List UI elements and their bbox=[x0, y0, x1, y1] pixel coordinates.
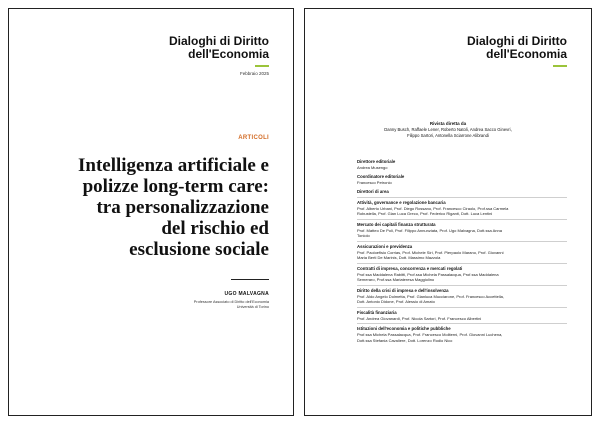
directors-line: Danny Busch, Raffaele Lener, Roberto Natoli, Andrea Sacco Ginevri, bbox=[384, 127, 512, 132]
directors-line: Filippo Sartori, Antonella Sciarrone Alibrandi bbox=[407, 133, 489, 138]
editorial-director-label: Direttore editoriale bbox=[357, 159, 396, 164]
area-members: Dott.ssa Stefania Cavaliere, Dott. Lorenzo Rodio Nico bbox=[357, 337, 453, 343]
area-members: Prof. Andrea Giovanardi, Prof. Nicola Sartori, Prof. Francesco Albertini bbox=[357, 315, 482, 321]
area-members: Maria Berti De Marinis, Dott. Massimo Mazzola bbox=[357, 255, 441, 261]
divider bbox=[357, 285, 567, 286]
editorial-director: Andrea Musengo bbox=[357, 164, 388, 170]
author-name: UGO MALVAGNA bbox=[224, 291, 269, 297]
divider bbox=[357, 241, 567, 242]
divider bbox=[357, 197, 567, 198]
divider bbox=[357, 323, 567, 324]
title-line: polizze long-term care: bbox=[82, 176, 269, 197]
divider bbox=[357, 307, 567, 308]
brand-accent-rule bbox=[553, 65, 567, 67]
area-members: Prof. Matteo De Poli, Prof. Filippo Annunziata, Prof. Ugo Malvagna, Dott.ssa Anna bbox=[357, 227, 502, 233]
area-members: Robustella, Prof. Gian Luca Greco, Prof. Federico Riganti, Dott. Luca Lentini bbox=[357, 211, 493, 217]
area-members: Toniolo bbox=[357, 233, 370, 239]
affiliation-line: Professore Associato di Diritto dell'Economia bbox=[193, 300, 269, 304]
area-members: Prof. Paoloefisio Corrias, Prof. Michele Siri, Prof. Pierpaolo Marano, Prof. Giovanni bbox=[357, 249, 504, 255]
directed-label: Rivista diretta da bbox=[429, 121, 467, 126]
area-members: Dott. Antonio Didone, Prof. Alessio di Amato bbox=[357, 299, 435, 305]
editorial-coordinator: Francesco Petronio bbox=[357, 179, 392, 185]
area-members: Semeraro, Prof.ssa Mariateresa Maggiolino bbox=[357, 277, 435, 283]
area-title: Mercato dei capitali finanza strutturata bbox=[357, 222, 436, 228]
area-directors-label: Direttori di area bbox=[357, 189, 389, 195]
journal-name-line1: Dialoghi di Diritto bbox=[169, 34, 269, 48]
masthead-page bbox=[304, 8, 592, 416]
area-title: Contratti di impresa, concorrenza e mercati regolati bbox=[357, 266, 463, 272]
divider bbox=[357, 263, 567, 264]
issue-date: Febbraio 2025 bbox=[239, 71, 269, 76]
area-title: Istituzioni dell'economia e politiche pubbliche bbox=[357, 326, 451, 332]
section-label: ARTICOLI bbox=[238, 135, 269, 141]
journal-brand bbox=[467, 35, 567, 61]
area-title: Assicurazioni e previdenza bbox=[357, 244, 413, 250]
area-members: Prof.ssa Michela Passalacqua, Prof. Francesco Moliterni, Prof. Giovanni Luchena, bbox=[357, 331, 503, 337]
article-title bbox=[29, 155, 269, 260]
author-affiliation bbox=[139, 300, 269, 310]
divider bbox=[357, 219, 567, 220]
journal-name-line1: Dialoghi di Diritto bbox=[467, 34, 567, 48]
journal-name-line2: dell'Economia bbox=[486, 47, 567, 61]
area-members: Prof. Aldo Angelo Dolmetta, Prof. Gianluca Mucciarone, Prof. Francesco Accettella, bbox=[357, 293, 504, 299]
directors-block bbox=[341, 121, 555, 139]
area-title: Diritto della crisi di impresa e dell'insolvenza bbox=[357, 288, 449, 294]
journal-brand bbox=[169, 35, 269, 61]
cover-page bbox=[8, 8, 294, 416]
title-line: esclusione sociale bbox=[129, 239, 269, 260]
masthead-list bbox=[357, 159, 567, 343]
author-divider bbox=[231, 279, 269, 280]
title-line: Intelligenza artificiale e bbox=[78, 155, 269, 176]
journal-name-line2: dell'Economia bbox=[188, 47, 269, 61]
area-title: Fiscalità finanziaria bbox=[357, 310, 397, 315]
title-line: tra personalizzazione bbox=[96, 197, 269, 218]
area-title: Attività, governance e regolazione bancaria bbox=[357, 200, 446, 206]
affiliation-line: Università di Torino bbox=[236, 305, 269, 309]
title-line: del rischio ed bbox=[161, 218, 269, 239]
editorial-coordinator-label: Coordinatore editoriale bbox=[357, 174, 405, 180]
brand-accent-rule bbox=[255, 65, 269, 67]
area-members: Prof.ssa Maddalena Rabitti, Prof.ssa Michela Passalacqua, Prof.ssa Maddalena bbox=[357, 271, 499, 277]
area-members: Prof. Alberto Urbani, Prof. Diego Rossano, Prof. Francesco Ciraolo, Prof.ssa Carmela bbox=[357, 205, 509, 211]
